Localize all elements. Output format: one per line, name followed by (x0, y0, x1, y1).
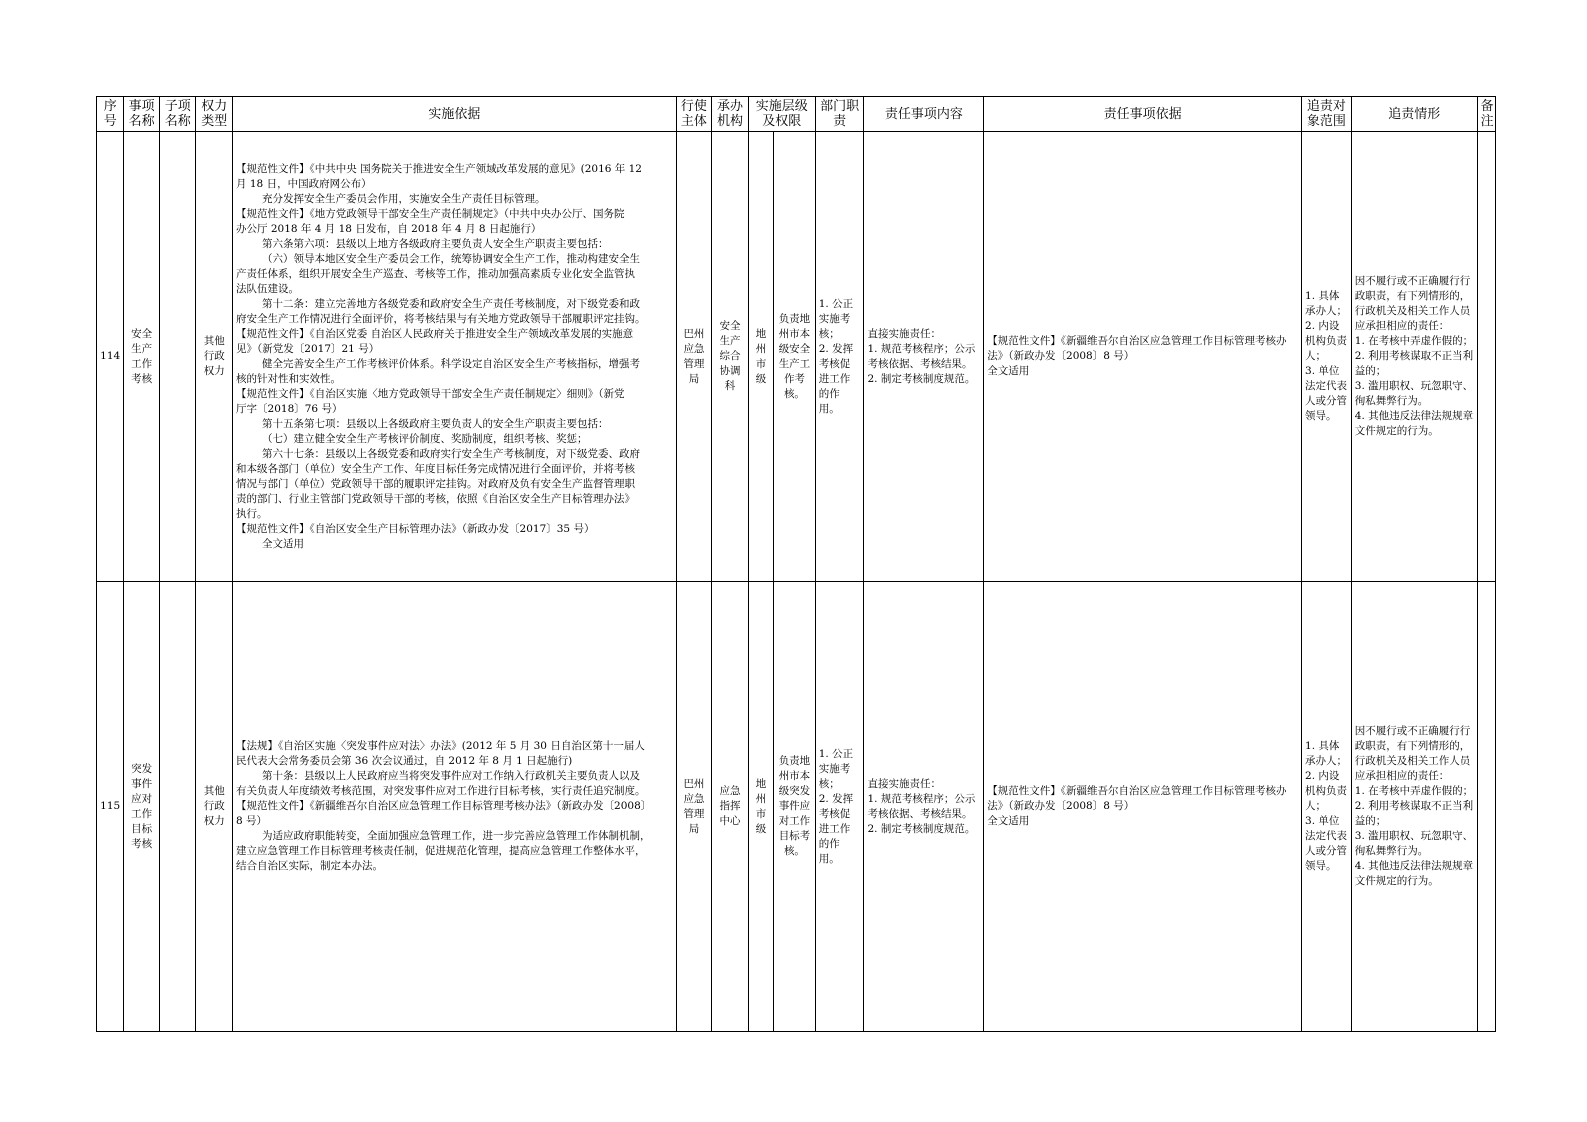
cell-no: 114 (97, 132, 124, 582)
basis-line: 见》（新党发〔2017〕21 号） (236, 342, 380, 355)
header-dept-duty: 部门职责 (815, 97, 864, 132)
header-power-type: 权力类型 (196, 97, 233, 132)
basis-line: 有关负责人年度绩效考核范围，对突发事件应对工作进行目标考核，实行责任追究制度。 (236, 785, 646, 797)
cell-no: 115 (97, 582, 124, 1032)
basis-line: 为适应政府职能转变，全面加强应急管理工作，进一步完善应急管理工作体制机制， (262, 830, 651, 842)
basis-line: 【规范性文件】《自治区安全生产目标管理办法》（新政办发〔2017〕35 号） (236, 522, 595, 535)
cell-dept-duty: 1. 公正实施考核； 2. 发挥考核促进工作的作用。 (815, 582, 864, 1032)
basis-line: 责的部门、行业主管部门党政领导干部的考核，依照《自治区安全生产目标管理办法》 (236, 492, 636, 505)
basis-line: 办公厅 2018 年 4 月 18 日发布，自 2018 年 4 月 8 日起施行） (236, 222, 542, 235)
basis-line: 8 号） (236, 815, 268, 827)
cell-situation: 因不履行或不正确履行行政职责，有下列情形的，行政机关及相关工作人员应承担相应的责任： 1. 在考核中弄虚作假的； 2. 利用考核谋取不正当利益的； 3. 滥用职权、玩忽职守、徇私舞弊行为。 4. 其他违反法律法规规章文件规定的行为。 (1351, 582, 1477, 1032)
basis-line: 厅字〔2018〕76 号） (236, 402, 343, 415)
basis-line: （六）领导本地区安全生产委员会工作，统筹协调安全生产工作，推动构建安全生 (262, 252, 641, 265)
header-resp-basis: 责任事项依据 (984, 97, 1302, 132)
header-level: 实施层级及权限 (748, 97, 815, 132)
cell-scope: 1. 具体承办人； 2. 内设机构负责人； 3. 单位法定代表人或分管领导。 (1302, 582, 1352, 1032)
basis-line: 民代表大会常务委员会第 36 次会议通过，自 2012 年 8 月 1 日起施行) (236, 755, 573, 767)
cell-sub-name (159, 582, 196, 1032)
basis-line: 府安全生产工作情况进行全面评价，将考核结果与有关地方党政领导干部履职评定挂钩。 (236, 312, 646, 325)
basis-line: 全文适用 (262, 537, 305, 550)
cell-basis (233, 132, 677, 582)
basis-line: 结合自治区实际，制定本办法。 (236, 860, 384, 872)
table-row (97, 132, 1496, 582)
cell-basis (233, 582, 677, 1032)
basis-line: 和本级各部门（单位）安全生产工作、年度目标任务完成情况进行全面评价，并将考核 (236, 462, 636, 475)
header-scope: 追责对象范围 (1302, 97, 1352, 132)
cell-level-b: 负责地州市本级安全生产工作考核。 (774, 132, 816, 582)
basis-line: 第十二条：建立完善地方各级党委和政府安全生产责任考核制度，对下级党委和政 (262, 297, 641, 310)
cell-item-name: 突发事件应对工作目标考核 (124, 582, 160, 1032)
cell-resp-basis: 【规范性文件】《新疆维吾尔自治区应急管理工作目标管理考核办法》（新政办发〔2008〕8 号） 全文适用 (984, 582, 1302, 1032)
basis-line: 月 18 日，中国政府网公布） (236, 177, 372, 190)
basis-line: 执行。 (236, 507, 268, 520)
basis-line: 第六十七条：县级以上各级党委和政府实行安全生产考核制度，对下级党委、政府 (262, 447, 641, 460)
cell-sub-name (159, 132, 196, 582)
basis-line: 【规范性文件】《自治区实施〈地方党政领导干部安全生产责任制规定〉细则》（新党 (236, 387, 625, 400)
basis-line: 【规范性文件】《中共中央 国务院关于推进安全生产领域改革发展的意见》(2016 年 12 (236, 162, 642, 175)
basis-line: 法队伍建设。 (236, 282, 300, 295)
basis-line: 第十条：县级以上人民政府应当将突发事件应对工作纳入行政机关主要负责人以及 (262, 770, 641, 782)
basis-line: 【规范性文件】《新疆维吾尔自治区应急管理工作目标管理考核办法》（新政办发〔2008〕 (236, 800, 652, 812)
basis-line: 【法规】《自治区实施〈突发事件应对法〉办法》(2012 年 5 月 30 日自治区第十一届人 (236, 740, 645, 752)
basis-line: 健全完善安全生产工作考核评价体系。科学设定自治区安全生产考核指标，增强考 (262, 357, 641, 370)
basis-line: 【规范性文件】《地方党政领导干部安全生产责任制规定》（中共中央办公厅、国务院 (236, 207, 625, 220)
cell-subject: 巴州应急管理局 (676, 582, 712, 1032)
cell-resp-content: 直接实施责任： 1. 规范考核程序；公示考核依据、考核结果。 2. 制定考核制度规范。 (864, 132, 984, 582)
header-basis: 实施依据 (233, 97, 677, 132)
cell-note (1477, 132, 1495, 582)
header-note: 备注 (1477, 97, 1495, 132)
basis-line: 第六条第六项：县级以上地方各级政府主要负责人安全生产职责主要包括： (262, 237, 609, 250)
basis-line: 核的针对性和实效性。 (236, 372, 342, 385)
cell-item-name: 安全生产工作考核 (124, 132, 160, 582)
cell-level-a: 地州市级 (748, 582, 773, 1032)
cell-resp-basis: 【规范性文件】《新疆维吾尔自治区应急管理工作目标管理考核办法》（新政办发〔2008〕8 号） 全文适用 (984, 132, 1302, 582)
cell-level-b: 负责地州市本级突发事件应对工作目标考核。 (774, 582, 816, 1032)
header-situation: 追责情形 (1351, 97, 1477, 132)
cell-dept-duty: 1. 公正实施考核； 2. 发挥考核促进工作的作用。 (815, 132, 864, 582)
cell-org: 应急指挥中心 (712, 582, 749, 1032)
basis-line: 第十五条第七项：县级以上各级政府主要负责人的安全生产职责主要包括： (262, 417, 609, 430)
header-subject: 行使主体 (676, 97, 712, 132)
basis-line: 建立应急管理工作目标管理考核责任制，促进规范化管理，提高应急管理工作整体水平， (236, 845, 646, 857)
header-sub-name: 子项名称 (159, 97, 196, 132)
cell-subject: 巴州应急管理局 (676, 132, 712, 582)
header-resp-content: 责任事项内容 (864, 97, 984, 132)
basis-line: 产责任体系，组织开展安全生产巡查、考核等工作，推动加强高素质专业化安全监管执 (236, 267, 636, 280)
header-item-name: 事项名称 (124, 97, 160, 132)
cell-level-a: 地州市级 (748, 132, 773, 582)
basis-line: 【规范性文件】《自治区党委 自治区人民政府关于推进安全生产领域改革发展的实施意 (236, 327, 634, 340)
cell-org: 安全生产综合协调科 (712, 132, 749, 582)
header-org: 承办机构 (712, 97, 749, 132)
basis-line: （七）建立健全安全生产考核评价制度、奖励制度，组织考核、奖惩； (262, 432, 588, 445)
table-row (97, 582, 1496, 1032)
cell-scope: 1. 具体承办人； 2. 内设机构负责人； 3. 单位法定代表人或分管领导。 (1302, 132, 1352, 582)
cell-resp-content: 直接实施责任： 1. 规范考核程序；公示考核依据、考核结果。 2. 制定考核制度规范。 (864, 582, 984, 1032)
cell-power-type: 其他行政权力 (196, 582, 233, 1032)
basis-line: 情况与部门（单位）党政领导干部的履职评定挂钩。对政府及负有安全生产监督管理职 (236, 477, 636, 490)
header-no: 序号 (97, 97, 124, 132)
power-list-table (96, 96, 1496, 1032)
basis-line: 充分发挥安全生产委员会作用，实施安全生产责任目标管理。 (262, 192, 546, 205)
cell-power-type: 其他行政权力 (196, 132, 233, 582)
cell-situation: 因不履行或不正确履行行政职责，有下列情形的，行政机关及相关工作人员应承担相应的责任： 1. 在考核中弄虚作假的； 2. 利用考核谋取不正当利益的； 3. 滥用职权、玩忽职守、徇私舞弊行为。 4. 其他违反法律法规规章文件规定的行为。 (1351, 132, 1477, 582)
header-row (97, 97, 1496, 132)
cell-note (1477, 582, 1495, 1032)
